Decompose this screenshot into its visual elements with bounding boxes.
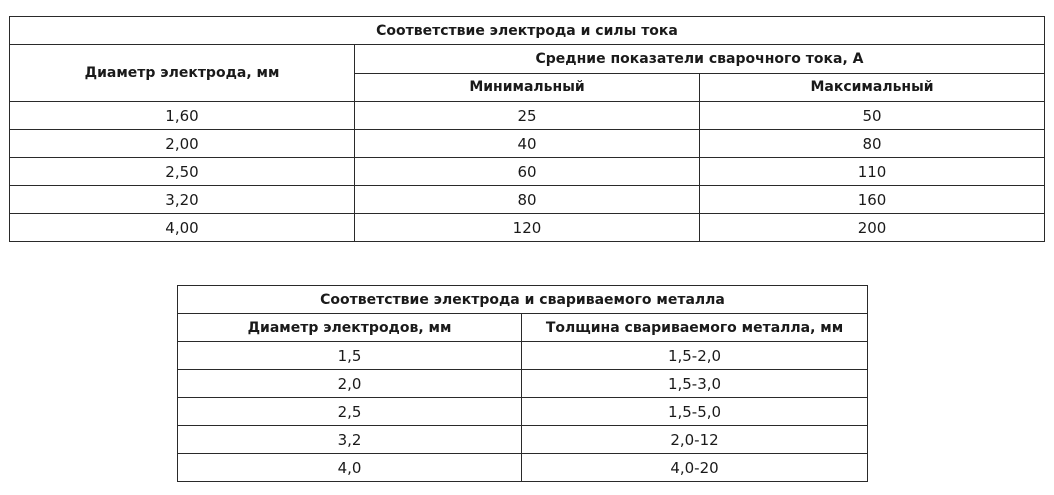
cell-diameter: 3,2 [178,426,522,454]
cell-diameter: 1,5 [178,342,522,370]
column-group-header-current: Средние показатели сварочного тока, А [355,45,1045,74]
table-row [10,102,1045,130]
table-row [10,186,1045,214]
cell-max-current: 200 [700,214,1045,242]
column-header-min: Минимальный [355,73,700,102]
cell-diameter: 4,00 [10,214,355,242]
cell-diameter: 3,20 [10,186,355,214]
cell-diameter: 2,0 [178,370,522,398]
column-header-diameter: Диаметр электрода, мм [10,45,355,102]
cell-diameter: 2,50 [10,158,355,186]
cell-max-current: 110 [700,158,1045,186]
cell-diameter: 1,60 [10,102,355,130]
cell-min-current: 120 [355,214,700,242]
column-header-max: Максимальный [700,73,1045,102]
table-title: Соответствие электрода и силы тока [10,17,1045,45]
cell-min-current: 60 [355,158,700,186]
electrode-current-table [9,16,1045,242]
table-row [10,158,1045,186]
electrode-metal-table [177,285,868,482]
table-row [178,370,868,398]
table-row [10,214,1045,242]
cell-diameter: 4,0 [178,454,522,482]
cell-thickness: 2,0-12 [522,426,868,454]
table-row [178,426,868,454]
cell-min-current: 40 [355,130,700,158]
column-header-diameter: Диаметр электродов, мм [178,314,522,342]
cell-thickness: 1,5-3,0 [522,370,868,398]
cell-max-current: 80 [700,130,1045,158]
table-row [10,130,1045,158]
cell-min-current: 25 [355,102,700,130]
cell-diameter: 2,5 [178,398,522,426]
table-title: Соответствие электрода и свариваемого металла [178,286,868,314]
column-header-thickness: Толщина свариваемого металла, мм [522,314,868,342]
cell-diameter: 2,00 [10,130,355,158]
cell-thickness: 1,5-5,0 [522,398,868,426]
table-row [178,342,868,370]
cell-max-current: 160 [700,186,1045,214]
cell-max-current: 50 [700,102,1045,130]
cell-min-current: 80 [355,186,700,214]
table-row [178,454,868,482]
table-row [178,398,868,426]
cell-thickness: 1,5-2,0 [522,342,868,370]
cell-thickness: 4,0-20 [522,454,868,482]
